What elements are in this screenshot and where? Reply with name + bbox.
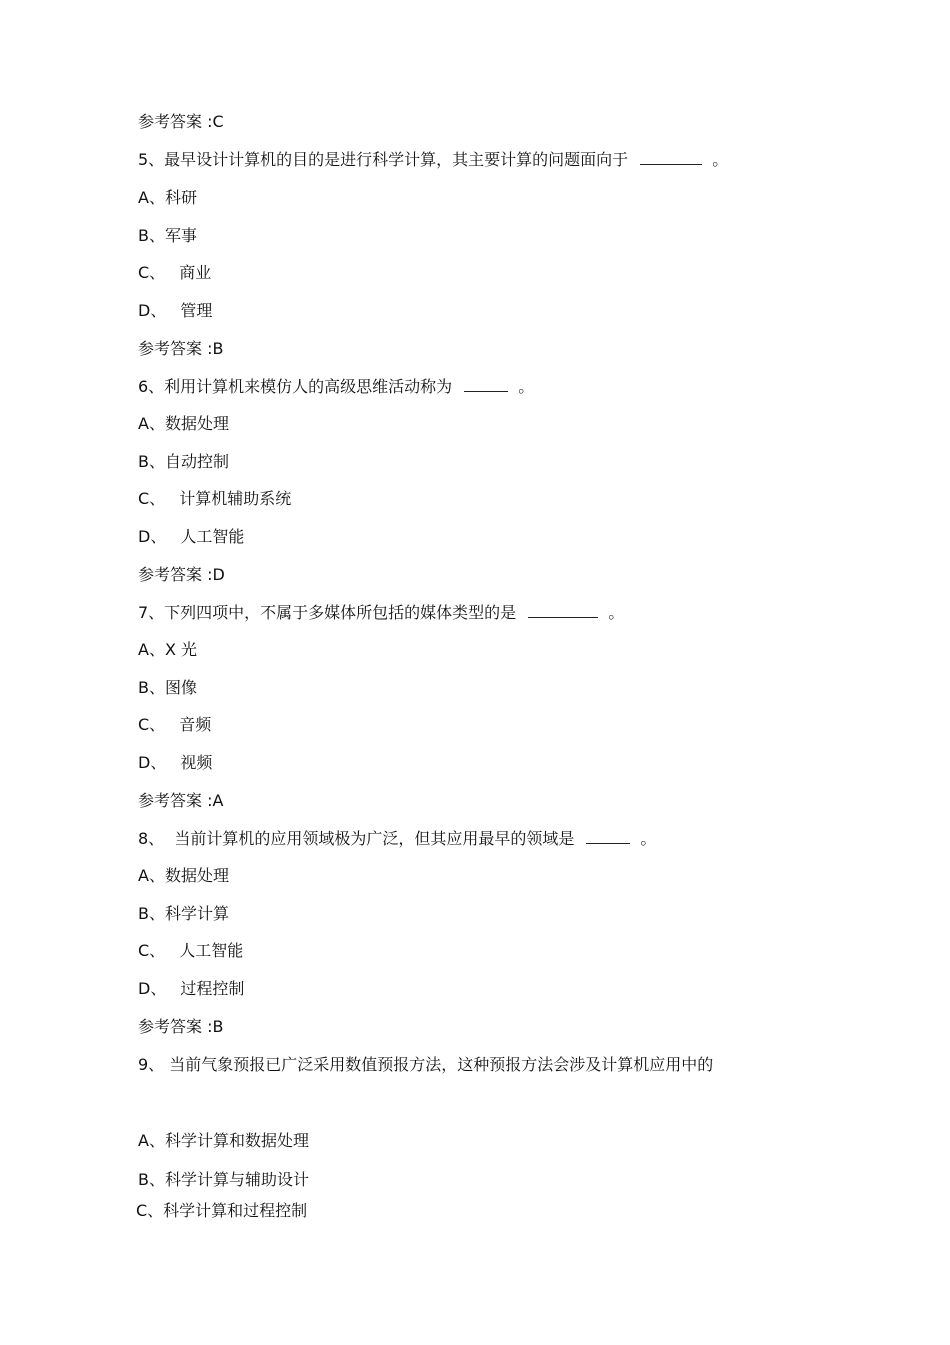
question-9: 9、 当前气象预报已广泛采用数值预报方法，这种预报方法会涉及计算机应用中的 [138,1055,714,1074]
option-letter: D、 [138,527,167,546]
option-text: 过程控制 [180,979,245,998]
answer-line: 参考答案 :B [138,1017,224,1036]
option-d [138,301,212,321]
option-d [138,527,244,547]
question-end: 。 [608,603,625,622]
option-letter: D、 [138,979,167,998]
question-end: 。 [712,150,729,169]
option-c [138,715,211,735]
option-letter: C、 [138,941,166,960]
option-b: B、科学计算与辅助设计 [138,1170,309,1189]
option-c: C、科学计算和过程控制 [136,1201,308,1220]
option-b: B、军事 [138,226,197,245]
answer-blank [528,603,598,618]
question-7 [138,603,624,623]
answer-blank [640,150,702,165]
answer-line: 参考答案 :B [138,339,224,358]
question-6 [138,377,534,397]
question-end: 。 [640,829,657,848]
question-stem: 6、利用计算机来模仿人的高级思维活动称为 [138,377,453,396]
question-stem: 7、下列四项中，不属于多媒体所包括的媒体类型的是 [138,603,517,622]
option-d [138,753,212,773]
option-text: 视频 [180,753,213,772]
question-end: 。 [518,377,535,396]
option-b: B、自动控制 [138,452,229,471]
answer-blank [586,829,630,844]
option-d [138,979,244,999]
option-letter: C、 [138,489,166,508]
answer-blank [464,377,508,392]
question-8 [138,829,656,849]
option-c [138,263,211,283]
option-a: A、X 光 [138,640,197,659]
option-letter: D、 [138,301,167,320]
option-b: B、科学计算 [138,904,229,923]
answer-line: 参考答案 :D [138,565,225,584]
option-c [138,489,291,509]
option-text: 人工智能 [180,527,245,546]
option-letter: D、 [138,753,167,772]
option-a: A、数据处理 [138,414,229,433]
option-text: 商业 [179,263,212,282]
option-letter: C、 [138,715,166,734]
option-a: A、科学计算和数据处理 [138,1131,309,1150]
question-stem: 5、最早设计计算机的目的是进行科学计算，其主要计算的问题面向于 [138,150,629,169]
option-text: 人工智能 [179,941,244,960]
answer-line: 参考答案 :C [138,112,224,131]
option-a: A、科研 [138,188,197,207]
option-letter: C、 [138,263,166,282]
option-a: A、数据处理 [138,866,229,885]
answer-line: 参考答案 :A [138,791,224,810]
question-stem: 8、 当前计算机的应用领域极为广泛，但其应用最早的领域是 [138,829,575,848]
question-5 [138,150,728,170]
option-c [138,941,243,961]
option-text: 音频 [179,715,212,734]
option-b: B、图像 [138,678,197,697]
option-text: 管理 [180,301,213,320]
option-text: 计算机辅助系统 [179,489,292,508]
